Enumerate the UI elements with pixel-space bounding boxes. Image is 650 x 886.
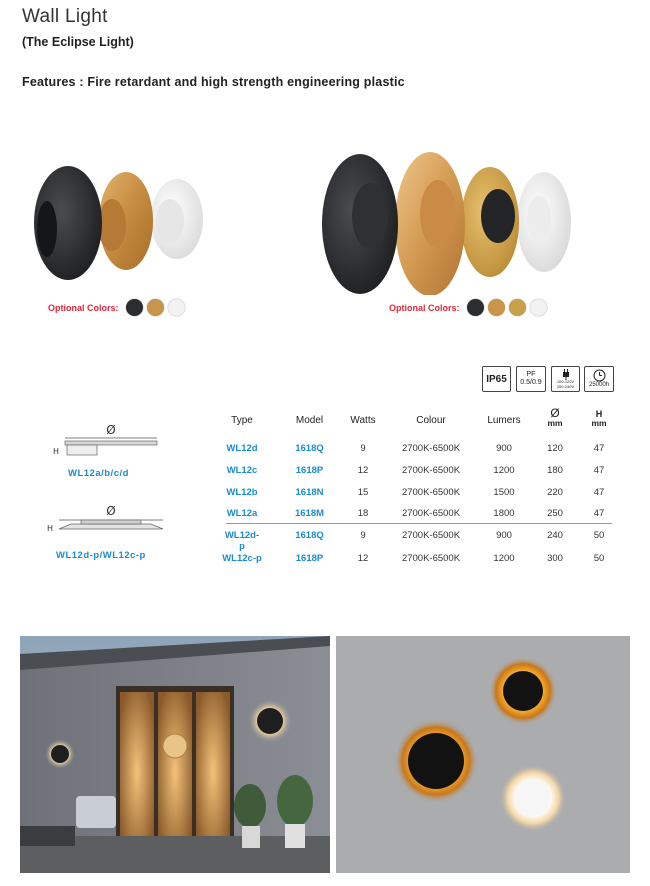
lifestyle-photo-glow: [336, 636, 630, 873]
cell-watts: 9: [360, 530, 366, 541]
cell-h: 47: [593, 465, 605, 476]
height-unit: mm: [591, 418, 607, 428]
lifestyle-photo-house: [20, 636, 330, 873]
swatch-wood: [147, 299, 164, 316]
voltage-badge: [551, 366, 580, 392]
product-image-right: [320, 150, 575, 295]
cell-dia: 180: [547, 465, 563, 476]
cell-dia: 120: [547, 443, 563, 454]
cell-model: 1618P: [295, 465, 324, 476]
cell-colour: 2700K-6500K: [401, 465, 461, 476]
cell-dia: 240: [547, 530, 563, 541]
diagram-label-pro: WL12d-p/WL12c-p: [56, 550, 146, 561]
ip-rating: IP65: [486, 373, 507, 385]
swatch-black: [126, 299, 143, 316]
cell-dia: 220: [547, 487, 563, 498]
product-image-left: [30, 155, 210, 285]
dimension-diagram-pro: [45, 503, 175, 543]
cell-dia: 300: [547, 553, 563, 564]
cell-colour: 2700K-6500K: [401, 487, 461, 498]
cell-type: WL12c-p: [222, 553, 262, 564]
cell-watts: 18: [357, 508, 369, 519]
col-header-model: Model: [295, 415, 324, 426]
cell-watts: 9: [360, 443, 366, 454]
cell-watts: 15: [357, 487, 369, 498]
lifetime-value: 25000h: [588, 382, 610, 389]
voltage-line1: 100-120V: [556, 379, 575, 385]
cell-colour: 2700K-6500K: [401, 443, 461, 454]
cell-h: 50: [593, 530, 605, 541]
col-header-lumens: Lumers: [487, 415, 521, 426]
diagram-label-flat: WL12a/b/c/d: [68, 468, 129, 479]
features-text: Features : Fire retardant and high strength engineering plastic: [22, 75, 405, 89]
cell-model: 1618N: [295, 487, 324, 498]
cell-colour: 2700K-6500K: [401, 508, 461, 519]
cell-model: 1618M: [294, 508, 325, 519]
cell-h: 50: [593, 553, 605, 564]
cell-lumens: 900: [496, 443, 512, 454]
col-header-diameter: [540, 407, 570, 428]
cell-lumens: 1200: [493, 553, 515, 564]
cell-dia: 250: [547, 508, 563, 519]
optional-colors-label: Optional Colors:: [389, 302, 460, 313]
swatch-gold: [509, 299, 526, 316]
cell-lumens: 1500: [493, 487, 515, 498]
cell-lumens: 1200: [493, 465, 515, 476]
col-header-type: Type: [231, 415, 253, 426]
height-symbol: H: [595, 409, 603, 419]
cell-watts: 12: [357, 465, 369, 476]
cell-type: WL12d-p: [224, 530, 260, 552]
optional-colors-label: Optional Colors:: [48, 302, 119, 313]
ip65-badge: [482, 366, 511, 392]
cell-model: 1618P: [295, 553, 324, 564]
swatch-white: [168, 299, 185, 316]
product-subtitle: (The Eclipse Light): [22, 35, 134, 49]
clock-icon: [593, 369, 606, 382]
optional-colors-left: [48, 299, 185, 316]
height-symbol: H: [47, 524, 54, 533]
diameter-symbol: Ø: [106, 504, 116, 518]
lifetime-badge: [584, 366, 614, 392]
pf-value: 0.5/0.9: [520, 379, 542, 386]
cell-type: WL12d: [226, 443, 258, 454]
height-symbol: H: [53, 447, 60, 456]
diameter-symbol: Ø: [550, 406, 560, 420]
cell-type: WL12a: [226, 508, 258, 519]
cell-h: 47: [593, 443, 605, 454]
cell-type: WL12b: [226, 487, 258, 498]
col-header-height: [584, 410, 614, 428]
swatch-wood: [488, 299, 505, 316]
cell-model: 1618Q: [295, 530, 324, 541]
table-divider: [226, 523, 612, 524]
cell-colour: 2700K-6500K: [401, 553, 461, 564]
diameter-symbol: Ø: [106, 423, 116, 437]
swatch-black: [467, 299, 484, 316]
cell-type: WL12c: [226, 465, 258, 476]
page-title: Wall Light: [22, 6, 108, 27]
diameter-unit: mm: [547, 418, 563, 428]
cell-watts: 12: [357, 553, 369, 564]
swatch-white: [530, 299, 547, 316]
pf-label: PF: [526, 371, 536, 379]
optional-colors-right: [389, 299, 547, 316]
cell-model: 1618Q: [295, 443, 324, 454]
col-header-watts: Watts: [350, 415, 376, 426]
power-factor-badge: [516, 366, 546, 392]
cell-colour: 2700K-6500K: [401, 530, 461, 541]
cell-lumens: 1800: [493, 508, 515, 519]
dimension-diagram-flat: [45, 420, 165, 460]
cell-h: 47: [593, 508, 605, 519]
cell-h: 47: [593, 487, 605, 498]
col-header-colour: Colour: [416, 415, 446, 426]
voltage-line2: 200-240V: [556, 383, 575, 389]
cell-lumens: 900: [496, 530, 512, 541]
